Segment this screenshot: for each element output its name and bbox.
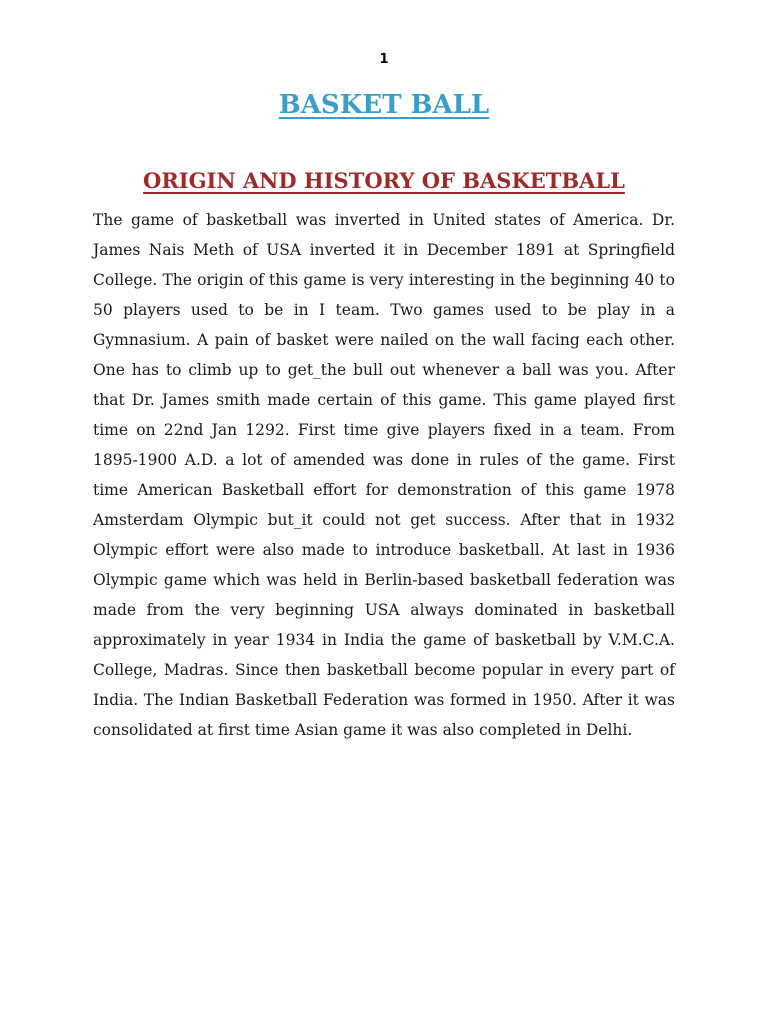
body-paragraph: The game of basketball was inverted in United states of America. Dr. James Nais Meth of USA inverted it in December 1891 at Springfield College. The origin of this game is very interesting in the beginning 40 to 50 players used to be in I team. Two games used to be play in a Gymnasium. A pain of basket were nailed on the wall facing each other. One has to climb up to get_the bull out whenever a ball was you. After that Dr. James smith made certain of this game. This game played first time on 22nd Jan 1292. First time give players fixed in a team. From 1895-1900 A.D. a lot of amended was done in rules of the game. First time American Basketball effort for demonstration of this game 1978 Amsterdam Olympic but_it could not get success. After that in 1932 Olympic effort were also made to introduce basketball. At last in 1936 Olympic game which was held in Berlin-based basketball federation was made from the very beginning USA always dominated in basketball approximately in year 1934 in India the game of basketball by V.M.C.A. College, Madras. Since then basketball become popular in every part of India. The Indian Basketball Federation was formed in 1950. After it was consolidated at first time Asian game it was also completed in Delhi.: [93, 211, 675, 739]
document-title: [0, 88, 768, 122]
document-title-text: BASKET BALL: [278, 90, 490, 120]
section-heading: [0, 166, 768, 196]
page-number: 1: [379, 52, 389, 67]
section-heading-text: ORIGIN AND HISTORY OF BASKETBALL: [143, 168, 625, 193]
